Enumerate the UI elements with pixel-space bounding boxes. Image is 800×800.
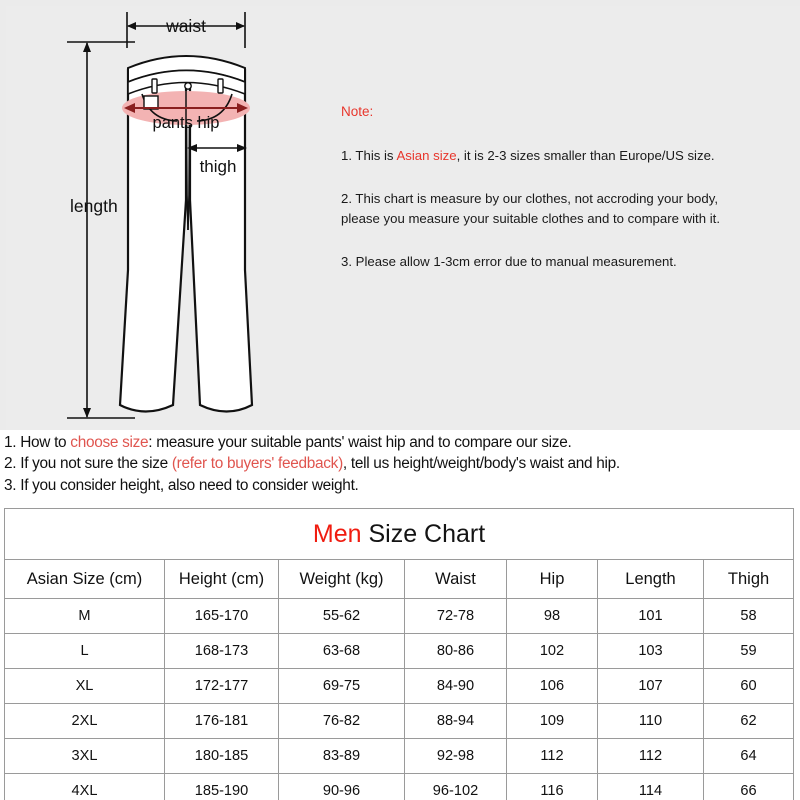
data-cell: 109: [507, 704, 598, 739]
chart-title: [5, 509, 794, 560]
size-label-cell: L: [5, 634, 165, 669]
data-cell: 107: [598, 669, 704, 704]
data-cell: 114: [598, 774, 704, 800]
length-arrow-bottom-icon: [83, 408, 91, 418]
column-header-0: Asian Size (cm): [5, 560, 165, 599]
note-item-3: 3. Please allow 1-3cm error due to manual measurement.: [341, 253, 677, 269]
note-title: Note:: [341, 104, 374, 119]
data-cell: 106: [507, 669, 598, 704]
note-item-1: [341, 146, 793, 166]
data-cell: 59: [704, 634, 794, 669]
data-cell: 102: [507, 634, 598, 669]
instruction-2-highlight: (refer to buyers' feedback): [171, 455, 343, 473]
data-cell: 103: [598, 634, 704, 669]
waist-label: waist: [166, 16, 206, 36]
data-cell: 83-89: [279, 739, 405, 774]
data-cell: 180-185: [165, 739, 279, 774]
data-cell: 116: [507, 774, 598, 800]
instruction-1-highlight: choose size: [70, 434, 149, 451]
column-header-2: Weight (kg): [279, 560, 405, 599]
length-label: length: [70, 196, 118, 216]
size-chart-table-wrapper: [4, 508, 793, 800]
column-header-4: Hip: [507, 560, 598, 599]
note-item-1-suffix: , it is 2-3 sizes smaller than Europe/US size.: [456, 148, 715, 164]
note-item-1-prefix: 1. This is: [341, 148, 397, 164]
instruction-3-prefix: 3. If you consider height, also need to consider weight.: [4, 476, 359, 494]
data-cell: 176-181: [165, 704, 279, 739]
chart-title-red-part: Men: [312, 519, 362, 548]
instruction-1-suffix: : measure your suitable pants' waist hip and to compare our size.: [148, 434, 572, 451]
data-cell: 165-170: [165, 599, 279, 634]
size-label-cell: XL: [5, 669, 165, 704]
data-cell: 55-62: [279, 599, 405, 634]
size-label-cell: 2XL: [5, 704, 165, 739]
data-cell: 58: [704, 599, 794, 634]
data-cell: 92-98: [405, 739, 507, 774]
table-body: [5, 599, 794, 800]
chart-title-black-part: Size Chart: [361, 519, 486, 548]
note-item-2: [341, 189, 793, 230]
length-arrow-top-icon: [83, 42, 91, 52]
instruction-line-1: [4, 432, 796, 453]
data-cell: 72-78: [405, 599, 507, 634]
waist-arrow-right-icon: [236, 22, 245, 30]
data-cell: 172-177: [165, 669, 279, 704]
instruction-line-3: [4, 475, 796, 496]
data-cell: 185-190: [165, 774, 279, 800]
size-label-cell: M: [5, 599, 165, 634]
instructions-block: [4, 432, 796, 496]
data-cell: 80-86: [405, 634, 507, 669]
note-block: [341, 104, 793, 272]
chart-title-row: [5, 509, 794, 560]
data-cell: 66: [704, 774, 794, 800]
column-header-1: Height (cm): [165, 560, 279, 599]
data-cell: 62: [704, 704, 794, 739]
thigh-label: thigh: [199, 157, 237, 176]
instruction-line-2: [4, 453, 796, 474]
instruction-2-suffix: , tell us height/weight/body's waist and hip.: [342, 455, 620, 473]
data-cell: 88-94: [405, 704, 507, 739]
table-row: [5, 669, 794, 704]
data-cell: 98: [507, 599, 598, 634]
table-row: [5, 704, 794, 739]
data-cell: 76-82: [279, 704, 405, 739]
data-cell: 96-102: [405, 774, 507, 800]
table-row: [5, 599, 794, 634]
instruction-1-prefix: 1. How to: [4, 434, 71, 451]
data-cell: 90-96: [279, 774, 405, 800]
size-chart-table: [4, 508, 794, 800]
data-cell: 63-68: [279, 634, 405, 669]
column-header-3: Waist: [405, 560, 507, 599]
column-header-5: Length: [598, 560, 704, 599]
table-row: [5, 774, 794, 800]
note-item-2-line1: 2. This chart is measure by our clothes, not accroding your body,: [341, 190, 719, 206]
size-label-cell: 4XL: [5, 774, 165, 800]
note-item-2-line2: please you measure your suitable clothes and to compare with it.: [341, 211, 720, 227]
table-row: [5, 739, 794, 774]
data-cell: 101: [598, 599, 704, 634]
data-cell: 112: [598, 739, 704, 774]
instruction-2-prefix: 2. If you not sure the size: [4, 455, 172, 473]
note-item-1-highlight: Asian size: [396, 148, 457, 164]
pants-illustration: [40, 0, 340, 430]
data-cell: 84-90: [405, 669, 507, 704]
data-cell: 112: [507, 739, 598, 774]
data-cell: 168-173: [165, 634, 279, 669]
pants-hip-label: pants hip: [152, 114, 220, 132]
data-cell: 60: [704, 669, 794, 704]
waist-arrow-left-icon: [127, 22, 136, 30]
data-cell: 110: [598, 704, 704, 739]
data-cell: 64: [704, 739, 794, 774]
table-row: [5, 634, 794, 669]
data-cell: 69-75: [279, 669, 405, 704]
size-label-cell: 3XL: [5, 739, 165, 774]
table-header-row: [5, 560, 794, 599]
column-header-6: Thigh: [704, 560, 794, 599]
